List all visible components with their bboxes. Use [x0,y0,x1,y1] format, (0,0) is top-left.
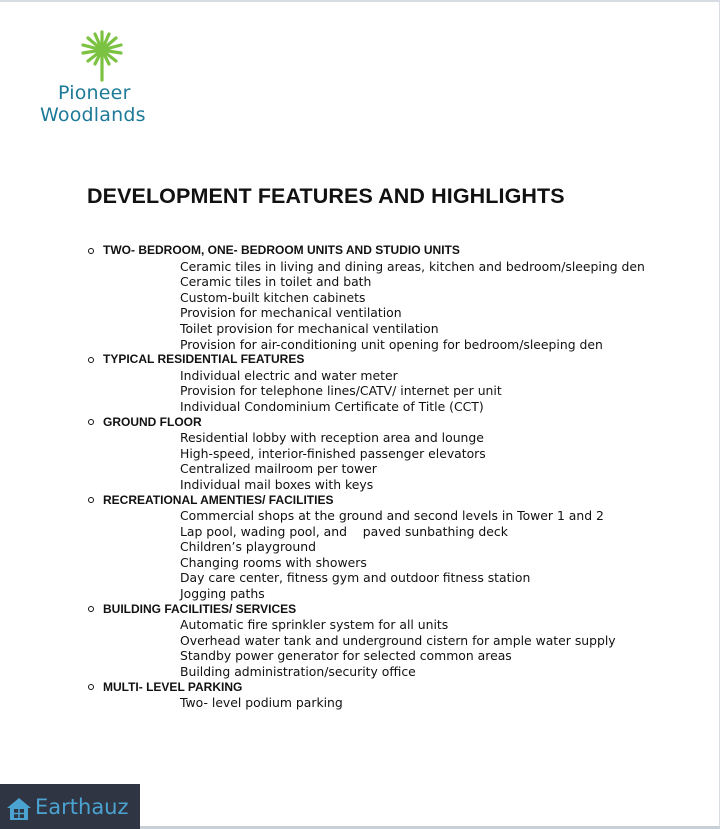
section-heading-text: BUILDING FACILITIES/ SERVICES [103,601,297,616]
feature-item: Individual Condominium Certificate of Title (CCT) [180,398,484,414]
section-heading-text: TYPICAL RESIDENTIAL FEATURES [103,352,305,367]
feature-item: Building administration/security office [180,664,416,680]
section-heading [86,243,696,259]
page-top-border [0,0,720,2]
feature-section [86,602,696,680]
feature-item: Lap pool, wading pool, and paved sunbathing deck [180,523,508,539]
section-heading [86,493,696,509]
palm-leaf-icon [80,30,124,82]
feature-item: Ceramic tiles in living and dining areas, kitchen and bedroom/sleeping den [180,258,645,274]
feature-item: Residential lobby with reception area and lounge [180,430,484,446]
feature-item: Individual mail boxes with keys [180,476,374,492]
feature-section [86,352,696,414]
feature-item: High-speed, interior-finished passenger elevators [180,445,486,461]
bullet-icon [88,357,94,363]
feature-item: Overhead water tank and underground cistern for ample water supply [180,632,616,648]
bullet-icon [88,419,94,425]
feature-section [86,415,696,493]
section-heading-text: MULTI- LEVEL PARKING [103,679,243,694]
feature-item: Jogging paths [180,586,265,602]
feature-item: Two- level podium parking [180,695,343,711]
section-heading [86,415,696,431]
feature-item: Commercial shops at the ground and second levels in Tower 1 and 2 [180,508,604,524]
earthauz-watermark [0,784,140,829]
brand-name-line1: Pioneer [58,82,131,104]
section-heading [86,602,696,618]
feature-item: Custom-built kitchen cabinets [180,289,366,305]
house-icon [6,796,32,822]
feature-item: Automatic fire sprinkler system for all units [180,617,449,633]
feature-item: Toilet provision for mechanical ventilation [180,320,439,336]
section-heading-text: RECREATIONAL AMENTIES/ FACILITIES [103,492,334,507]
feature-item: Standby power generator for selected common areas [180,648,512,664]
section-heading [86,352,696,368]
feature-item: Provision for telephone lines/CATV/ internet per unit [180,383,502,399]
feature-item: Provision for air-conditioning unit opening for bedroom/sleeping den [180,336,603,352]
feature-item: Provision for mechanical ventilation [180,305,402,321]
section-heading [86,680,696,696]
features-list [86,243,696,711]
bullet-icon [88,497,94,503]
bullet-icon [88,248,94,254]
page-title: DEVELOPMENT FEATURES AND HIGHLIGHTS [87,184,565,208]
section-heading-text: GROUND FLOOR [103,414,202,429]
brand-name-line2: Woodlands [40,104,146,126]
watermark-text: Earthauz [35,794,129,819]
feature-item: Individual electric and water meter [180,367,398,383]
feature-section [86,680,696,711]
feature-item: Children’s playground [180,539,316,555]
bullet-icon [88,684,94,690]
feature-item: Day care center, fitness gym and outdoor fitness station [180,570,531,586]
feature-section [86,243,696,352]
feature-section [86,493,696,602]
feature-item: Changing rooms with showers [180,554,367,570]
feature-item: Centralized mailroom per tower [180,461,377,477]
bullet-icon [88,606,94,612]
section-heading-text: TWO- BEDROOM, ONE- BEDROOM UNITS AND STUDIO UNITS [103,243,460,257]
feature-item: Ceramic tiles in toilet and bath [180,274,372,290]
pioneer-woodlands-logo [40,30,170,126]
